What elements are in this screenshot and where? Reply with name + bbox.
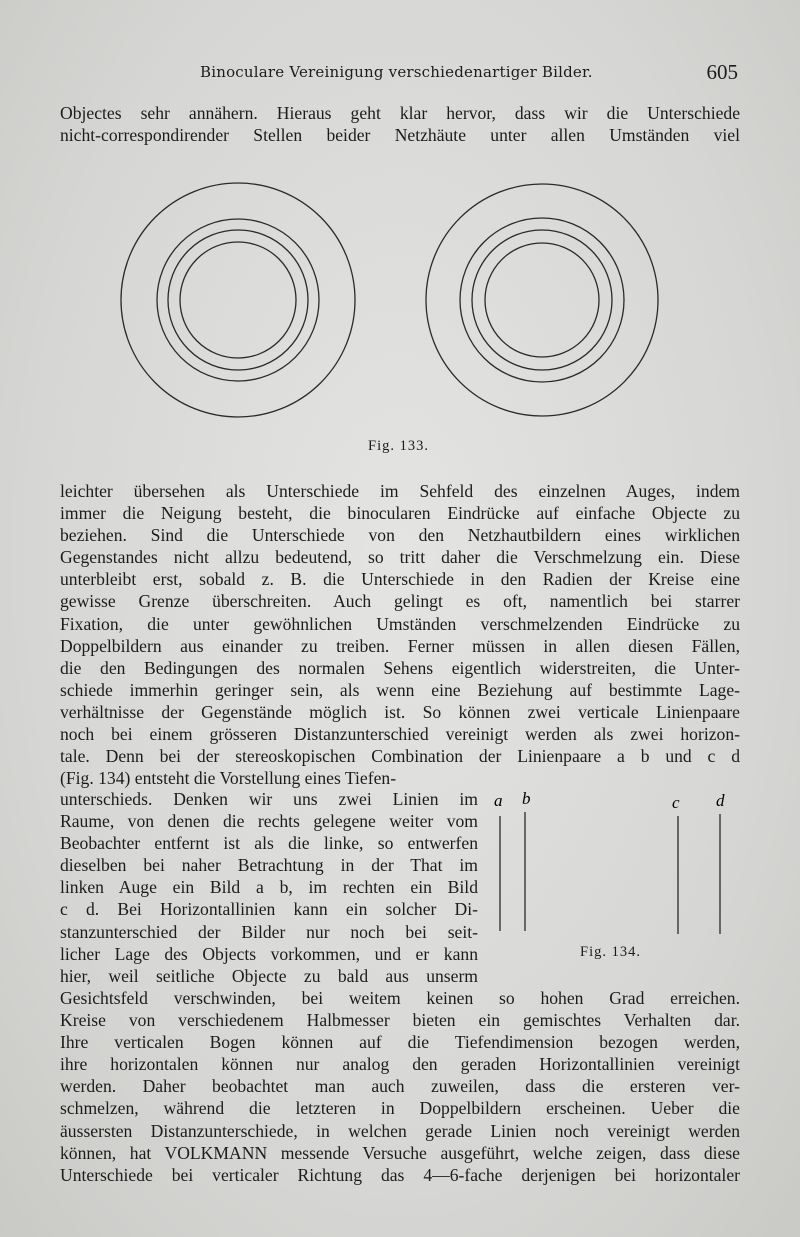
text-line: c d. Bei Horizontallinien kann ein solcher Di-	[60, 899, 478, 920]
text-line: Unterschiede bei verticaler Richtung das 4—6-fache derjenigen bei horizontaler	[60, 1164, 740, 1185]
text-line: unterschieds. Denken wir uns zwei Linien im	[60, 789, 478, 809]
label-b: b	[522, 789, 531, 808]
text-line: äussersten Distanzunterschiede, in welchen gerade Linien noch vereinigt werden	[60, 1120, 740, 1141]
text-line: Objectes sehr annähern. Hieraus geht klar hervor, dass wir die Unterschiede	[60, 103, 740, 123]
text-line: gewisse Grenze überschreiten. Auch gelingt es oft, namentlich bei starrer	[60, 591, 740, 612]
right-innermost-circle	[485, 243, 599, 357]
text-line: noch bei einem grösseren Distanzunterschied vereinigt werden als zwei horizon-	[60, 724, 740, 745]
figure-134-caption: Fig. 134.	[580, 944, 641, 960]
page-number: 605	[706, 60, 738, 84]
text-line: leichter übersehen als Unterschiede im Sehfeld des einzelnen Auges, indem	[60, 481, 740, 501]
figure-134-line-pairs	[488, 786, 748, 946]
text-line: stanzunterschied der Bilder nur noch bei seit-	[60, 921, 478, 942]
text-line: Kreise von verschiedenem Halbmesser bieten ein gemischtes Verhalten dar.	[60, 1010, 740, 1031]
right-inner-circle	[472, 230, 612, 370]
text-line: beziehen. Sind die Unterschiede von den Netzhautbildern eines wirklichen	[60, 525, 740, 546]
paragraph-bottom	[60, 987, 740, 1186]
text-line: dieselben bei naher Betrachtung in der That im	[60, 855, 478, 876]
running-head	[200, 60, 738, 86]
text-line: licher Lage des Objects vorkommen, und er kann	[60, 943, 478, 964]
text-line: nicht-correspondirender Stellen beider Netzhäute unter allen Umständen viel	[60, 125, 740, 146]
paragraph-narrow	[60, 788, 478, 987]
text-line: die den Bedingungen des normalen Sehens eigentlich widerstreiten, die Unter-	[60, 657, 740, 678]
figure-133-caption: Fig. 133.	[368, 438, 429, 454]
label-c: c	[672, 793, 680, 812]
text-line: Doppelbildern aus einander zu treiben. Ferner müssen in allen diesen Fällen,	[60, 635, 740, 656]
left-inner-circle	[168, 230, 308, 370]
text-line: schiede immerhin geringer sein, als wenn eine Beziehung auf bestimmte Lage-	[60, 679, 740, 700]
text-line: verhältnisse der Gegenstände möglich ist. So können zwei verticale Linienpaare	[60, 701, 740, 722]
text-line: hier, weil seitliche Objecte zu bald aus unserm	[60, 965, 478, 986]
text-line: Ihre verticalen Bogen können auf die Tiefendimension bezogen werden,	[60, 1032, 740, 1053]
text-line: unterbleibt erst, sobald z. B. die Unterschiede in den Radien der Kreise eine	[60, 569, 740, 590]
text-line: werden. Daher beobachtet man auch zuweilen, dass die ersteren ver-	[60, 1076, 740, 1097]
text-line: (Fig. 134) entsteht die Vorstellung eines Tiefen-	[60, 768, 397, 789]
left-middle-circle	[157, 219, 319, 381]
label-d: d	[716, 791, 725, 810]
text-line: Fixation, die unter gewöhnlichen Umständen verschmelzenden Eindrücke zu	[60, 613, 740, 634]
label-a: a	[494, 791, 503, 810]
running-title: Binoculare Vereinigung verschiedenartiger Bilder.	[200, 63, 593, 81]
text-line: immer die Neigung besteht, die binocularen Eindrücke auf einfache Objecte zu	[60, 503, 740, 524]
text-line: tale. Denn bei der stereoskopischen Combination der Linienpaare a b und c d	[60, 746, 740, 767]
left-outer-circle	[121, 183, 355, 417]
text-line: ihre horizontalen können nur analog den geraden Horizontallinien vereinigt	[60, 1054, 740, 1075]
right-outer-circle	[426, 184, 658, 416]
text-line: Gesichtsfeld verschwinden, bei weitem keinen so hohen Grad erreichen.	[60, 988, 740, 1008]
figure-133-concentric-circles	[110, 182, 670, 442]
left-innermost-circle	[180, 242, 296, 358]
text-line: schmelzen, während die letzteren in Doppelbildern erscheinen. Ueber die	[60, 1098, 740, 1119]
paragraph-top	[60, 102, 740, 146]
text-line: Gegenstandes nicht allzu bedeutend, so tritt daher die Verschmelzung ein. Diese	[60, 547, 740, 568]
text-line: linken Auge ein Bild a b, im rechten ein Bild	[60, 877, 478, 898]
paragraph-main	[60, 480, 740, 789]
text-line: können, hat VOLKMANN messende Versuche ausgeführt, welche zeigen, dass diese	[60, 1142, 740, 1163]
text-line: Raume, von denen die rechts gelegene weiter vom	[60, 811, 478, 832]
text-line: Beobachter entfernt ist als die linke, so entwerfen	[60, 833, 478, 854]
